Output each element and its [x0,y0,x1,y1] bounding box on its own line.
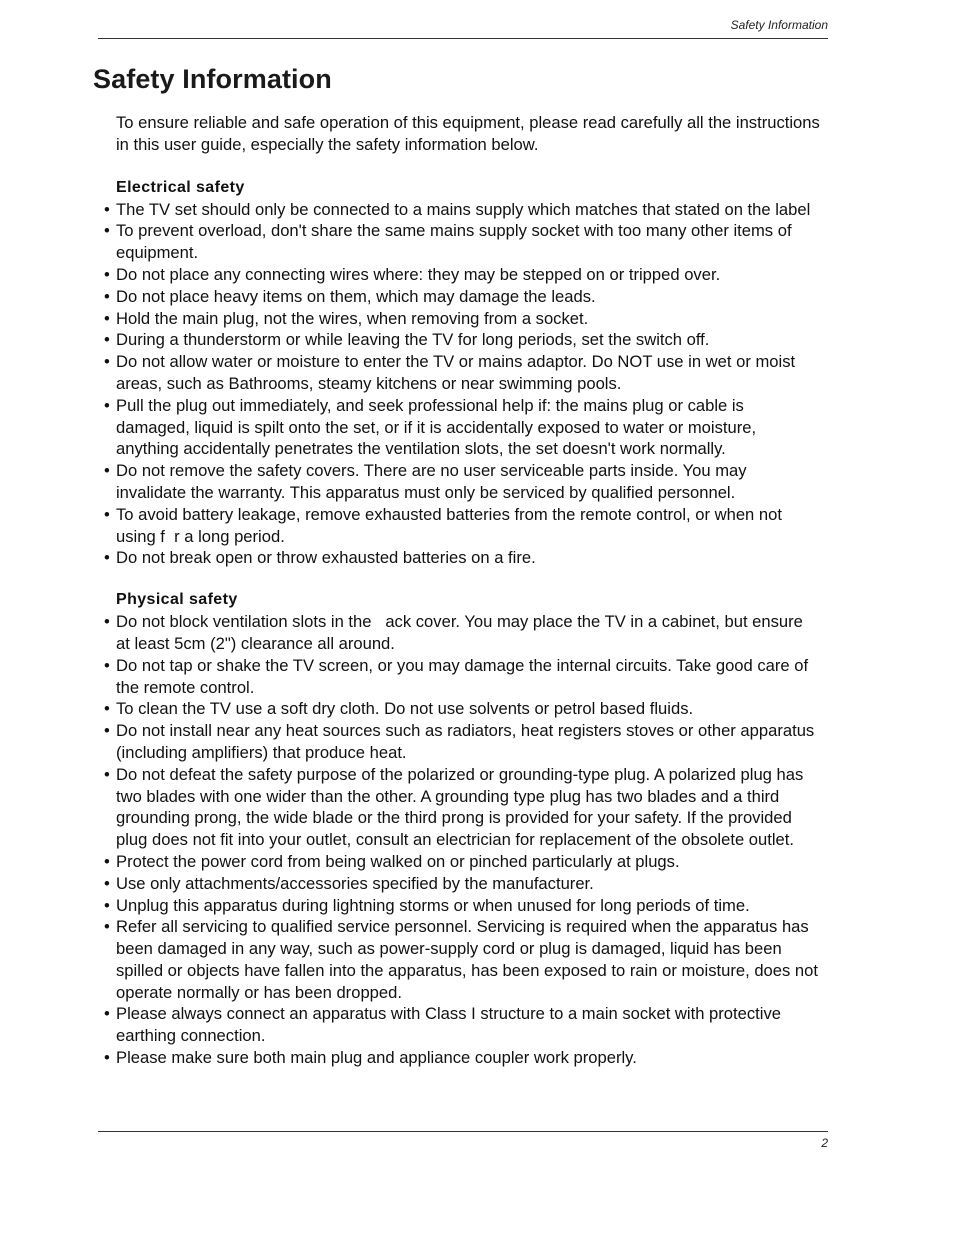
document-body [104,112,820,1069]
list-item [104,547,820,569]
electrical-safety-list [104,199,820,570]
page-number: 2 [821,1136,828,1150]
bullet-icon: • [104,721,110,741]
list-item-text: Do not block ventilation slots in the ack cover. You may place the TV in a cabinet, but ensure at least 5cm (2") clearance all around. [116,612,808,653]
list-item-text: Please always connect an apparatus with Class I structure to a main socket with protective earthing connection. [116,1004,781,1046]
list-item-text: The TV set should only be connected to a mains supply which matches that stated on the label [116,199,811,219]
bullet-icon: • [104,264,110,284]
physical-safety-section [104,589,820,1069]
bullet-icon: • [104,699,110,719]
list-item [104,460,820,504]
list-item-text: Do not allow water or moisture to enter the TV or mains adaptor. Do NOT use in wet or moist areas, such as Bathrooms, steamy kitchens or near swimming pools. [116,352,796,393]
list-item-text: To clean the TV use a soft dry cloth. Do not use solvents or petrol based fluids. [116,699,694,719]
bullet-icon: • [104,655,110,675]
bullet-icon: • [104,764,110,784]
bullet-icon: • [104,286,110,306]
bullet-icon: • [104,612,110,632]
list-item-text: Pull the plug out immediately, and seek professional help if: the mains plug or cable is damaged, liquid is spilt onto the set, or if it is accidentally exposed to water or moisture, anything accidentally penetrates the ventilation slots, the set doesn't work normally. [116,395,757,459]
bullet-icon: • [104,851,110,871]
page-title: Safety Information [93,64,332,94]
list-item [104,199,820,221]
physical-safety-list [104,611,820,1069]
list-item-text: During a thunderstorm or while leaving the TV for long periods, set the switch off. [116,330,710,350]
list-item-text: Do not defeat the safety purpose of the polarized or grounding-type plug. A polarized plug has two blades with one wider than the other. A grounding type plug has two blades and a third grounding prong, the wide blade or the third prong is provided for your safety. If the provided plug does not fit into your outlet, consult an electrician for replacement of the obsolete outlet. [116,764,804,850]
bullet-icon: • [104,895,110,915]
list-item-text: Do not remove the safety covers. There are no user serviceable parts inside. You may invalidate the warranty. This apparatus must only be serviced by qualified personnel. [116,461,747,502]
list-item [104,395,820,460]
list-item [104,329,820,351]
list-item-text: Protect the power cord from being walked on or pinched particularly at plugs. [116,851,680,871]
list-item-text: Use only attachments/accessories specified by the manufacturer. [116,873,594,893]
bullet-icon: • [104,461,110,481]
list-item-text: To avoid battery leakage, remove exhausted batteries from the remote control, or when not using f r a long period. [116,504,787,546]
list-item [104,1003,820,1047]
header-divider [98,38,828,39]
bullet-icon: • [104,873,110,893]
list-item-text: Unplug this apparatus during lightning storms or when unused for long periods of time. [116,895,750,915]
list-item [104,611,820,655]
list-item [104,720,820,764]
list-item-text: Do not place any connecting wires where: they may be stepped on or tripped over. [116,264,721,284]
list-item [104,220,820,264]
bullet-icon: • [104,221,110,241]
bullet-icon: • [104,330,110,350]
bullet-icon: • [104,352,110,372]
list-item [104,851,820,873]
bullet-icon: • [104,395,110,415]
list-item-text: Please make sure both main plug and appliance coupler work properly. [116,1048,637,1068]
list-item [104,895,820,917]
bullet-icon: • [104,199,110,219]
bullet-icon: • [104,1048,110,1068]
list-item [104,916,820,1003]
list-item [104,764,820,851]
list-item [104,351,820,395]
list-item-text: Do not tap or shake the TV screen, or you may damage the internal circuits. Take good care of the remote control. [116,655,809,697]
electrical-safety-section [104,177,820,570]
list-item-text: Do not place heavy items on them, which may damage the leads. [116,286,596,306]
list-item-text: Do not break open or throw exhausted batteries on a fire. [116,548,536,568]
bullet-icon: • [104,504,110,524]
bullet-icon: • [104,917,110,937]
list-item [104,873,820,895]
running-header: Safety Information [730,18,828,32]
bullet-icon: • [104,1004,110,1024]
list-item [104,698,820,720]
bullet-icon: • [104,548,110,568]
section-heading: Physical safety [116,591,238,609]
list-item-text: Refer all servicing to qualified service personnel. Servicing is required when the apparatus has been damaged in any way, such as power-supply cord or plug is damaged, liquid has been spilled or objects have fallen into the apparatus, has been exposed to rain or moisture, does not operate normally or has been dropped. [116,917,818,1002]
list-item-text: Do not install near any heat sources such as radiators, heat registers stoves or other apparatus (including amplifiers) that produce heat. [116,721,815,762]
bullet-icon: • [104,308,110,328]
list-item [104,264,820,286]
list-item [104,504,820,548]
list-item-text: To prevent overload, don't share the same mains supply socket with too many other items of equipment. [116,221,792,263]
intro-paragraph: To ensure reliable and safe operation of this equipment, please read carefully all the instructions in this user guide, especially the safety information below. [116,113,820,154]
section-heading: Electrical safety [116,178,245,196]
list-item [104,1047,820,1069]
footer-divider [98,1131,828,1132]
list-item-text: Hold the main plug, not the wires, when removing from a socket. [116,308,589,328]
list-item [104,308,820,330]
list-item [104,655,820,699]
list-item [104,286,820,308]
